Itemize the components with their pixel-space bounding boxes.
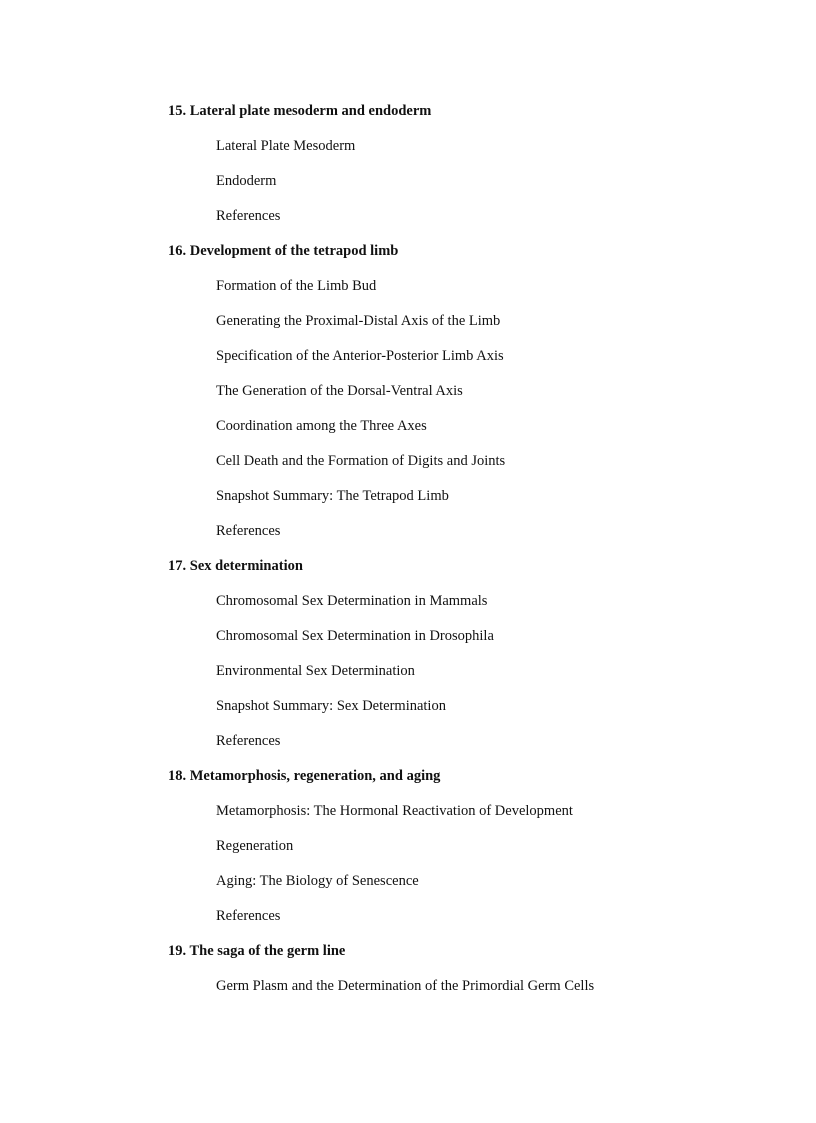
chapter-17-title: 17. Sex determination <box>168 558 303 574</box>
toc-entry: Chromosomal Sex Determination in Mammals <box>216 593 488 609</box>
toc-entry: Metamorphosis: The Hormonal Reactivation of Development <box>216 803 573 819</box>
toc-entry: References <box>216 208 281 224</box>
toc-entry: Specification of the Anterior-Posterior Limb Axis <box>216 348 504 364</box>
toc-entry: References <box>216 523 281 539</box>
chapter-15-title: 15. Lateral plate mesoderm and endoderm <box>168 103 432 119</box>
chapter-16-title: 16. Development of the tetrapod limb <box>168 243 399 259</box>
toc-entry: Cell Death and the Formation of Digits and Joints <box>216 453 506 469</box>
chapter-19-title: 19. The saga of the germ line <box>168 943 346 959</box>
table-of-contents <box>168 100 768 1010</box>
toc-entry: Snapshot Summary: Sex Determination <box>216 698 446 714</box>
toc-entry: Environmental Sex Determination <box>216 663 415 679</box>
toc-entry: Aging: The Biology of Senescence <box>216 873 419 889</box>
toc-entry: Snapshot Summary: The Tetrapod Limb <box>216 488 449 504</box>
chapter-18-title: 18. Metamorphosis, regeneration, and aging <box>168 768 441 784</box>
toc-entry: Chromosomal Sex Determination in Drosophila <box>216 628 494 644</box>
toc-entry: Regeneration <box>216 838 294 854</box>
toc-entry: Lateral Plate Mesoderm <box>216 138 356 154</box>
toc-entry: Coordination among the Three Axes <box>216 418 427 434</box>
toc-entry: Endoderm <box>216 173 277 189</box>
toc-entry: References <box>216 733 281 749</box>
toc-entry: Formation of the Limb Bud <box>216 278 377 294</box>
toc-entry: Generating the Proximal-Distal Axis of the Limb <box>216 313 501 329</box>
toc-entry: The Generation of the Dorsal-Ventral Axis <box>216 383 463 399</box>
toc-entry: References <box>216 908 281 924</box>
toc-entry: Germ Plasm and the Determination of the Primordial Germ Cells <box>216 978 595 994</box>
